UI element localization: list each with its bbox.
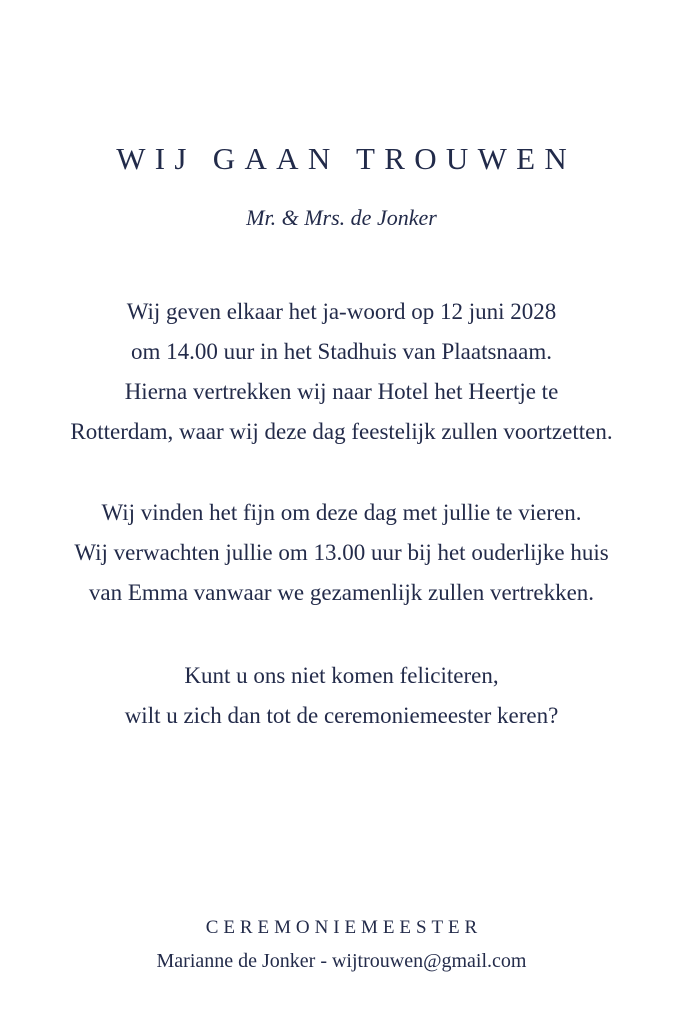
ceremoniemeester-heading: CEREMONIEMEESTER [205,917,483,938]
text-line: Wij vinden het fijn om deze dag met jullie te vieren. [101,500,582,525]
couple-names-subtitle: Mr. & Mrs. de Jonker [246,205,437,230]
paragraph-regrets-note [0,656,683,736]
text-line: Hierna vertrekken wij naar Hotel het Heertje te [124,379,559,404]
text-line: Wij verwachten jullie om 13.00 uur bij het ouderlijke huis [74,540,609,565]
text-line: om 14.00 uur in het Stadhuis van Plaatsnaam. [131,339,552,364]
text-line: wilt u zich dan tot de ceremoniemeester keren? [124,703,559,728]
page-title: WIJ GAAN TROUWEN [116,141,577,176]
ceremoniemeester-contact: Marianne de Jonker - wijtrouwen@gmail.com [156,950,527,972]
paragraph-ceremony-details [0,292,683,452]
text-line: Rotterdam, waar wij deze dag feestelijk zullen voortzetten. [70,419,613,444]
text-line: van Emma vanwaar we gezamenlijk zullen vertrekken. [88,580,595,605]
text-line: Kunt u ons niet komen feliciteren, [184,663,499,688]
text-line: Wij geven elkaar het ja-woord op 12 juni 2028 [126,299,557,324]
paragraph-guest-invitation [0,493,683,613]
